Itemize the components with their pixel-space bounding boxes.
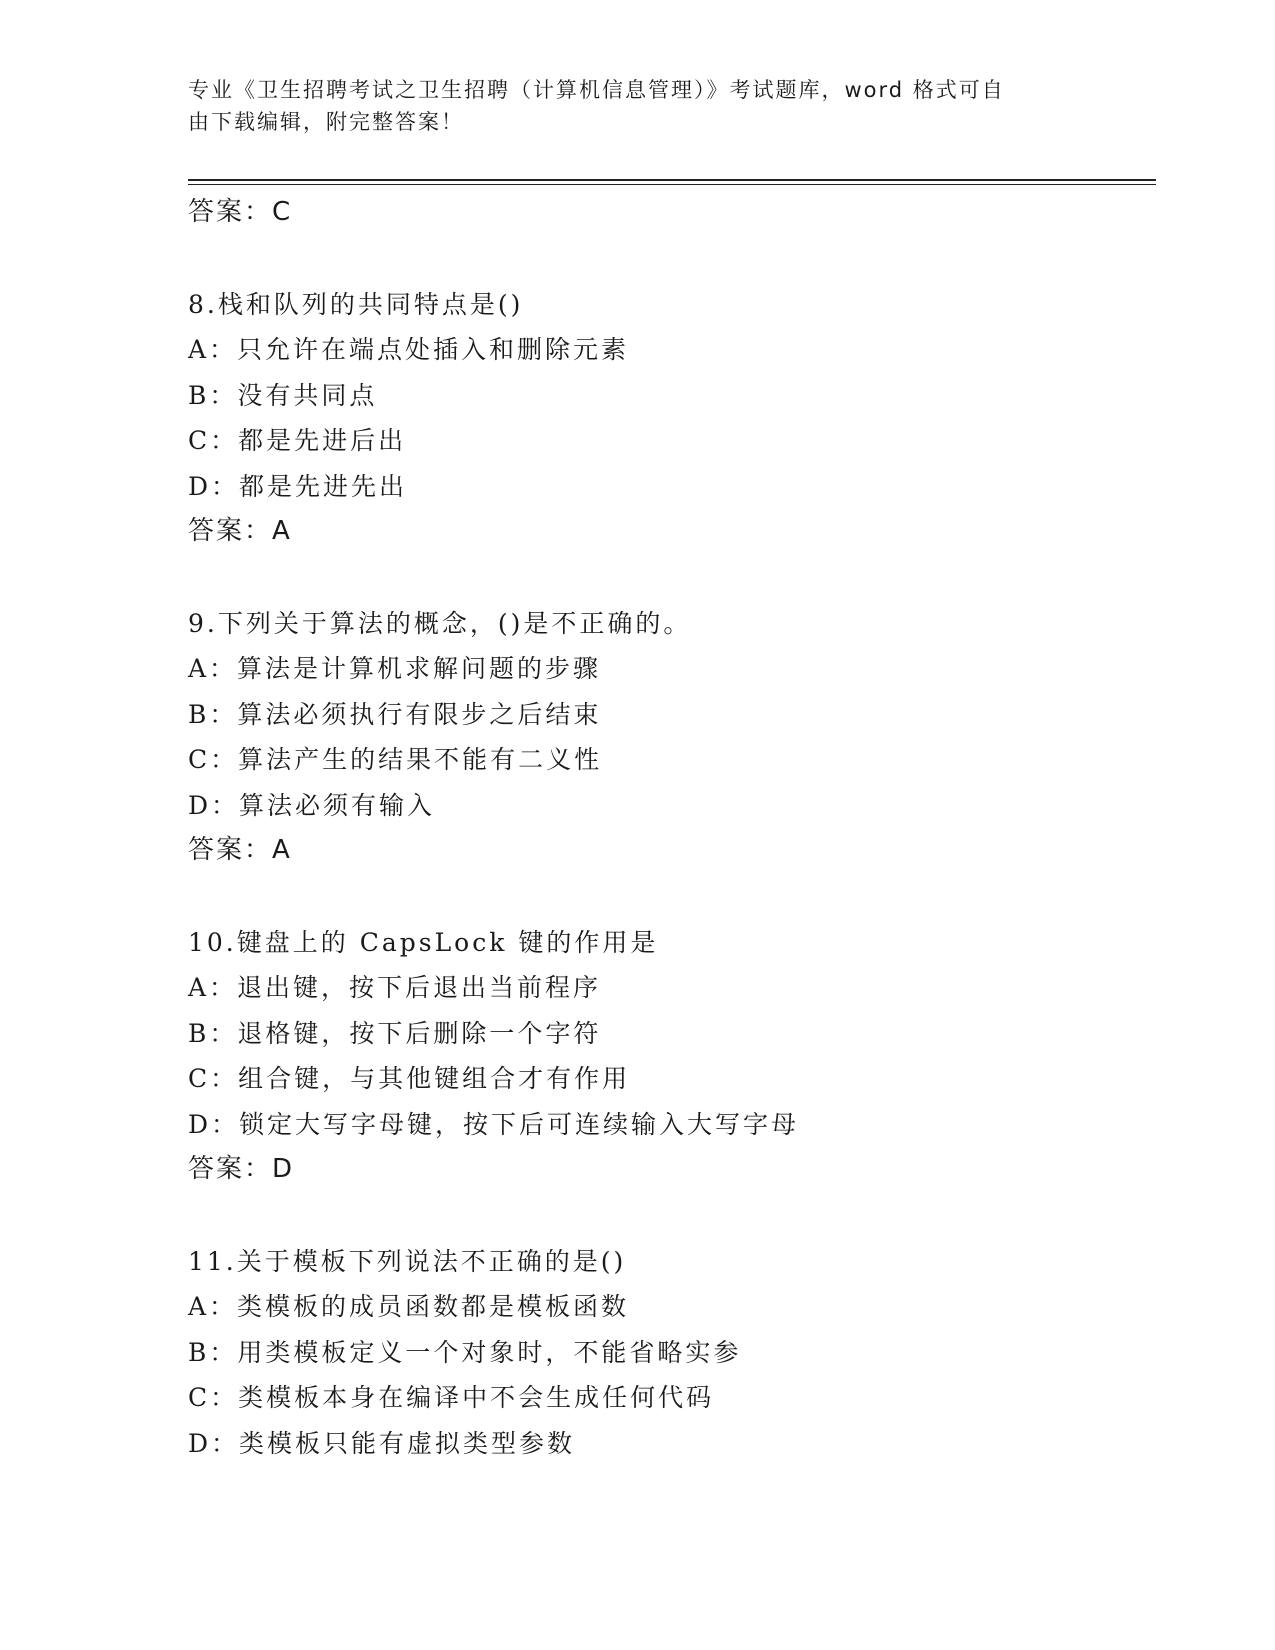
option-b: B：算法必须执行有限步之后结束 bbox=[188, 699, 602, 729]
option-b: B：没有共同点 bbox=[188, 380, 378, 410]
spacer bbox=[188, 236, 1148, 282]
question-block bbox=[188, 282, 1148, 555]
question-list bbox=[188, 190, 1148, 1466]
question-text: 10.键盘上的 CapsLock 键的作用是 bbox=[188, 927, 659, 957]
option-a: A：算法是计算机求解问题的步骤 bbox=[188, 654, 602, 683]
answer-line: 答案：A bbox=[188, 516, 292, 546]
option-b: B：用类模板定义一个对象时，不能省略实参 bbox=[188, 1337, 742, 1367]
spacer bbox=[188, 874, 1148, 920]
question-text: 9.下列关于算法的概念，()是不正确的。 bbox=[188, 608, 692, 638]
question-block bbox=[188, 1239, 1148, 1467]
option-c: C：类模板本身在编译中不会生成任何代码 bbox=[188, 1383, 715, 1412]
option-a: A：退出键，按下后退出当前程序 bbox=[188, 973, 602, 1002]
answer-line: 答案：D bbox=[188, 1154, 295, 1184]
option-a: A：只允许在端点处插入和删除元素 bbox=[188, 335, 630, 364]
option-d: D：类模板只能有虚拟类型参数 bbox=[188, 1428, 576, 1458]
question-text: 11.关于模板下列说法不正确的是() bbox=[188, 1246, 627, 1276]
option-c: C：组合键，与其他键组合才有作用 bbox=[188, 1064, 631, 1093]
question-text: 8.栈和队列的共同特点是() bbox=[188, 289, 524, 319]
option-d: D：锁定大写字母键，按下后可连续输入大写字母 bbox=[188, 1109, 800, 1139]
header-line-1: 专业《卫生招聘考试之卫生招聘（计算机信息管理）》考试题库，word 格式可自 bbox=[188, 78, 1005, 102]
option-c: C：都是先进后出 bbox=[188, 426, 407, 455]
header-line-2: 由下载编辑，附完整答案！ bbox=[188, 110, 464, 134]
document-header bbox=[188, 74, 1088, 138]
spacer bbox=[188, 555, 1148, 601]
option-b: B：退格键，按下后删除一个字符 bbox=[188, 1018, 602, 1048]
question-block bbox=[188, 920, 1148, 1193]
header-rule-thick bbox=[188, 179, 1156, 181]
spacer bbox=[188, 1193, 1148, 1239]
option-a: A：类模板的成员函数都是模板函数 bbox=[188, 1292, 630, 1321]
answer-line: 答案：A bbox=[188, 835, 292, 865]
question-block bbox=[188, 601, 1148, 874]
answer-line: 答案：C bbox=[188, 197, 293, 227]
option-d: D：算法必须有输入 bbox=[188, 790, 436, 820]
option-c: C：算法产生的结果不能有二义性 bbox=[188, 745, 603, 774]
option-d: D：都是先进先出 bbox=[188, 471, 408, 501]
header-rule-thin bbox=[188, 184, 1156, 185]
